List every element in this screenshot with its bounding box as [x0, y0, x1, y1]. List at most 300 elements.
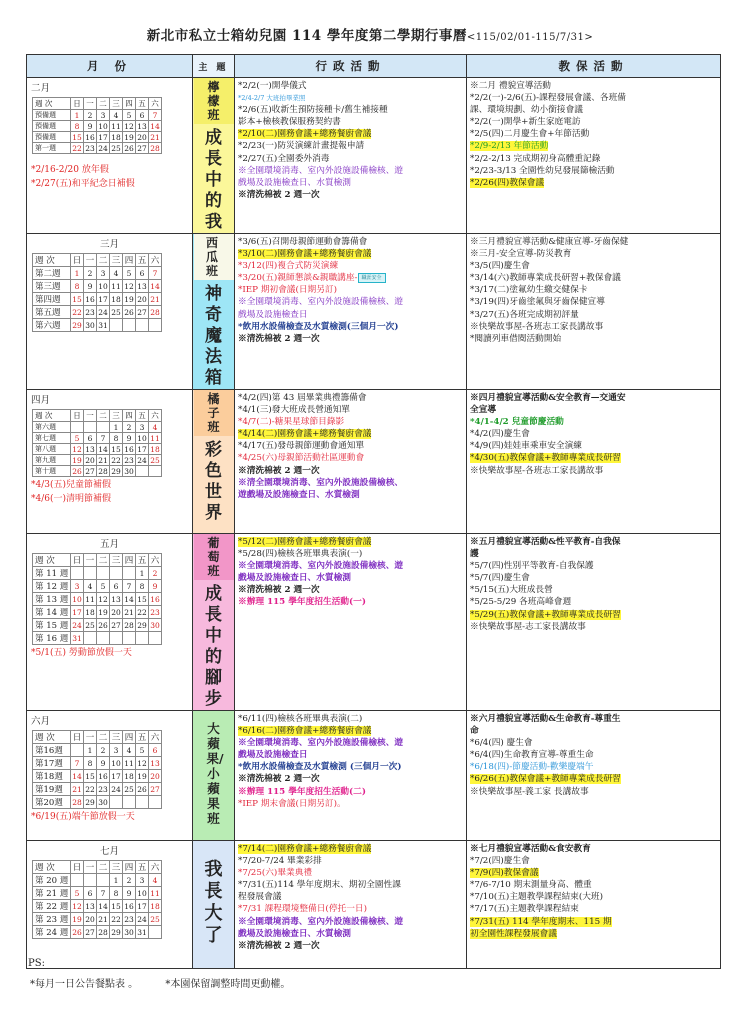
day-cell: 13 [150, 758, 160, 768]
teacher-activity-line [470, 761, 717, 773]
teacher-activity-line [470, 404, 717, 416]
activity-text: *7/6-7/10 期末測量身高、體重 [470, 880, 592, 891]
admin-activities [235, 78, 467, 234]
day-cell: 13 [85, 444, 95, 454]
day-cell: 11 [111, 121, 121, 131]
theme-box [193, 390, 234, 524]
teacher-activity-line [470, 116, 717, 128]
admin-activities [235, 390, 467, 534]
admin-activity-line [238, 843, 463, 855]
day-cell [149, 319, 162, 332]
day-cell: 13 [111, 594, 121, 604]
day-cell: 18 [111, 294, 121, 304]
teacher-activity-line [470, 153, 717, 165]
teacher-activity-line [470, 416, 717, 428]
day-cell: 29 [111, 927, 121, 937]
day-cell: 4 [123, 744, 136, 757]
table-header [27, 55, 721, 78]
activity-text: *7/10(五)主題教學課程結束(大班) [470, 892, 603, 903]
mini-calendar [32, 409, 162, 477]
week-row [33, 455, 162, 466]
weekday-label: 五 [136, 861, 149, 874]
theme-title: 神奇魔法箱 [205, 284, 222, 388]
week-row [33, 433, 162, 444]
day-cell: 10 [137, 433, 147, 443]
teacher-activity-line [470, 609, 717, 621]
teacher-activity-line [470, 80, 717, 92]
mini-calendar [32, 553, 162, 645]
day-cell [110, 796, 123, 809]
day-cell: 5 [123, 110, 136, 121]
admin-activity-line [238, 536, 463, 548]
week-label: 第 14 週 [33, 606, 71, 619]
activity-text: *2/2-2/13 完成期初身高體重記錄 [470, 153, 601, 164]
activity-text: 護 [470, 549, 479, 560]
day-cell: 18 [111, 132, 121, 142]
activity-text: *2/26(四)教保會議 [470, 177, 545, 188]
day-cell [149, 466, 162, 477]
holiday-note: *6/19(五)端午節放假一天 [31, 812, 135, 822]
theme-box [193, 711, 234, 830]
month-row [27, 390, 721, 534]
day-cell: 3 [97, 267, 110, 280]
day-cell: 5 [97, 580, 110, 593]
weekday-label: 六 [149, 254, 162, 267]
teacher-activity-line [470, 916, 717, 928]
admin-activity-line [238, 786, 463, 798]
admin-activities [235, 841, 467, 969]
week-label: 第16週 [33, 744, 71, 757]
day-cell: 12 [98, 594, 108, 604]
day-cell: 3 [136, 874, 149, 887]
day-cell: 9 [149, 580, 162, 593]
activity-text: *2/23-3/13 全園性幼兒發展篩檢活動 [470, 165, 615, 176]
teacher-activity-line [470, 260, 717, 272]
weekday-label: 三 [110, 554, 123, 567]
day-cell: 1 [110, 874, 123, 887]
admin-activity-line [238, 177, 463, 189]
day-cell: 22 [85, 784, 95, 794]
day-cell: 9 [123, 433, 136, 444]
day-cell: 12 [137, 758, 147, 768]
activity-text: ※快樂故事屋-各班志工家長講故事 [470, 465, 604, 476]
weekday-label: 二 [97, 254, 110, 267]
day-cell [84, 874, 97, 887]
week-row [33, 466, 162, 477]
admin-activity-line [238, 855, 463, 867]
admin-activity-line [238, 309, 463, 321]
day-cell: 26 [72, 927, 82, 937]
day-cell: 25 [150, 455, 160, 465]
admin-activity-line [238, 104, 463, 116]
day-cell: 6 [136, 267, 149, 280]
holiday-note: *2/16-2/20 放年假 [31, 165, 109, 175]
admin-activity-line [238, 128, 463, 140]
admin-activity-line [238, 248, 463, 260]
day-cell: 30 [98, 797, 108, 807]
day-cell: 27 [85, 466, 95, 476]
day-cell: 1 [71, 267, 84, 280]
admin-activity-line [238, 189, 463, 201]
week-label: 第 20 週 [33, 874, 71, 887]
theme-cell [193, 390, 235, 534]
day-cell: 20 [137, 294, 147, 304]
day-cell: 17 [137, 901, 147, 911]
day-cell: 16 [85, 294, 95, 304]
weekday-label: 六 [149, 731, 162, 744]
weekday-label: 日 [71, 731, 84, 744]
activity-text: ※辦理 115 學年度招生活動(一) [238, 597, 366, 608]
week-label: 第 11 週 [33, 567, 71, 580]
week-label: 第 21 週 [33, 887, 71, 900]
activity-text: ※三月禮貌宣導活動&健康宣導-牙齒保健 [470, 237, 629, 247]
admin-activity-line [238, 749, 463, 761]
weekday-label: 二 [97, 861, 110, 874]
admin-activity-line [238, 560, 463, 572]
day-cell: 14 [124, 594, 134, 604]
week-label: 第17週 [33, 757, 71, 770]
day-cell: 30 [150, 620, 160, 630]
activity-text: *3/27(五)各班完成期初評量 [470, 309, 579, 320]
activity-text: *6/26(五)教保會議+教師專業成長研習 [470, 774, 621, 785]
activity-text: *4/25(六)母親節活動社區運動會 [238, 453, 365, 464]
week-row [33, 132, 162, 143]
activity-text: *3/20(五)親師懇談&親職講座- [238, 273, 358, 284]
day-cell: 26 [137, 784, 147, 794]
day-cell: 2 [97, 744, 110, 757]
admin-activity-line [238, 284, 463, 296]
activity-text: *2/2(一)開學儀式 [238, 81, 307, 91]
activity-text: *飲用水設備檢查及水質檢測 (三個月一次) [238, 762, 402, 773]
day-cell: 14 [150, 121, 160, 131]
day-cell [123, 319, 136, 332]
week-label: 第四週 [33, 293, 71, 306]
mini-calendar-header [33, 861, 162, 874]
activity-text: *7/20-7/24 畢業彩排 [238, 856, 322, 867]
week-row [33, 143, 162, 154]
teacher-activity-line [470, 140, 717, 152]
activity-text: *閱讀列車借閱活動開始 [470, 333, 562, 344]
class-name: 葡萄班 [194, 534, 234, 580]
month-name: 五月 [99, 539, 119, 550]
month-cell [27, 234, 193, 390]
week-label: 第三週 [33, 280, 71, 293]
teacher-activity-line [470, 737, 717, 749]
teacher-activity-line [470, 284, 717, 296]
activity-text: *5/29(五)教保會議+教師專業成長研習 [470, 609, 621, 620]
activity-text: ※全園環境消毒、室內外設施設備檢核、遊 [238, 165, 404, 176]
teacher-activity-line [470, 165, 717, 177]
activity-text: *2/2(一)開學+新生家庭電訪 [470, 117, 581, 128]
weekday-label: 四 [123, 254, 136, 267]
activity-text: ※快樂故事屋-各班志工家長講故事 [470, 321, 604, 332]
day-cell: 28 [98, 927, 108, 937]
teacher-activities [467, 711, 721, 841]
day-cell: 28 [124, 620, 134, 630]
week-row [33, 580, 162, 593]
teacher-activity-line [470, 177, 717, 189]
day-cell [71, 567, 84, 580]
admin-activity-line [238, 596, 463, 608]
week-label: 第 16 週 [33, 632, 71, 645]
month-cell [27, 390, 193, 534]
teacher-activity-line [470, 128, 717, 140]
weekday-label: 一 [84, 410, 97, 422]
weekday-label: 四 [123, 410, 136, 422]
activity-text: *4/1(三)發大班成長營通知單 [238, 405, 350, 416]
activity-text: *4/14(二)園務會議+總務餐廚會議 [238, 429, 372, 440]
teacher-activity-line [470, 272, 717, 284]
activity-text: *7/14(二)園務會議+總務餐廚會議 [238, 844, 372, 854]
day-cell: 8 [71, 280, 84, 293]
day-cell: 23 [98, 784, 108, 794]
week-row [33, 757, 162, 770]
day-cell: 31 [98, 320, 108, 330]
activity-text: *4/2(四)第 43 屆畢業典禮籌備會 [238, 393, 367, 403]
day-cell: 20 [85, 455, 95, 465]
admin-activity-line [238, 404, 463, 416]
activity-text: *3/12(四)複合式防災演練 [238, 261, 339, 272]
day-cell: 26 [124, 307, 134, 317]
day-cell: 23 [150, 607, 160, 617]
weekday-label: 四 [123, 731, 136, 744]
activity-text: 戲場及設施檢查日 [238, 309, 308, 320]
week-label: 第七週 [33, 433, 71, 444]
week-row [33, 110, 162, 121]
day-cell: 14 [98, 444, 108, 454]
mini-calendar [32, 97, 162, 154]
day-cell [97, 422, 110, 433]
day-cell: 7 [149, 110, 162, 121]
week-row [33, 293, 162, 306]
page-title: 新北市私立士箱幼兒園 114 學年度第二學期行事曆<115/02/01-115/7/31> [146, 28, 594, 44]
teacher-activity-line [470, 465, 717, 477]
admin-activity-line [238, 548, 463, 560]
activity-text: *3/5(四)慶生會 [470, 261, 530, 272]
day-cell: 1 [136, 567, 149, 580]
week-row [33, 913, 162, 926]
admin-activity-line [238, 428, 463, 440]
day-cell: 9 [84, 121, 97, 132]
weekday-label: 日 [71, 98, 84, 110]
day-cell [123, 632, 136, 645]
activity-text: 影本+檢核教保服務契約書 [238, 117, 341, 128]
day-cell: 19 [137, 771, 147, 781]
weekday-label: 週 次 [33, 554, 71, 567]
activity-text: *5/15(五)大班成長營 [470, 585, 553, 596]
weekday-label: 二 [97, 731, 110, 744]
weekday-label: 週 次 [33, 98, 71, 110]
day-cell: 21 [150, 294, 160, 304]
activity-text: ※五月禮貌宣導活動&性平教育-自我保 [470, 537, 621, 547]
holiday-note: *4/6(一)清明節補假 [31, 494, 112, 504]
teacher-activity-line [470, 786, 717, 798]
day-cell: 11 [85, 594, 95, 604]
day-cell [84, 632, 97, 645]
day-cell: 11 [111, 281, 121, 291]
activity-text: *2/27(五)全園委外消毒 [238, 153, 330, 164]
day-cell: 26 [72, 466, 82, 476]
admin-activity-line [238, 725, 463, 737]
admin-activity-line [238, 416, 463, 428]
week-row [33, 619, 162, 632]
mini-calendar [32, 253, 162, 332]
activity-text: *7/9(四)教保會議 [470, 868, 539, 879]
day-cell: 9 [84, 280, 97, 293]
weekday-label: 一 [84, 254, 97, 267]
week-row [33, 280, 162, 293]
admin-activity-line [238, 584, 463, 596]
week-label: 預備週 [33, 110, 71, 121]
weekday-label: 二 [97, 98, 110, 110]
week-label: 第九週 [33, 455, 71, 466]
day-cell: 1 [110, 422, 123, 433]
weekday-label: 週 次 [33, 731, 71, 744]
ps-note: *每月一日公告餐點表 。 [30, 979, 139, 990]
admin-activity-line [238, 296, 463, 308]
week-row [33, 796, 162, 809]
week-label: 第 24 週 [33, 926, 71, 939]
day-cell: 15 [72, 132, 82, 142]
theme-cell [193, 841, 235, 969]
day-cell: 12 [72, 901, 82, 911]
activity-text: 戲場及設施檢查日 [238, 750, 308, 761]
day-cell: 16 [124, 444, 134, 454]
day-cell: 30 [85, 320, 95, 330]
day-cell: 29 [85, 797, 95, 807]
day-cell: 17 [98, 294, 108, 304]
day-cell: 16 [150, 594, 160, 604]
mini-calendar-header [33, 731, 162, 744]
activity-text: 戲場及設施檢查日、水質檢測 [238, 928, 351, 939]
admin-activity-line [238, 272, 463, 284]
activity-text: *IEP 期末會議(日期另訂)。 [238, 798, 346, 809]
day-cell: 22 [72, 143, 82, 153]
weekday-label: 二 [97, 554, 110, 567]
activity-text: ※七月禮貌宣導活動&食安教育 [470, 844, 591, 854]
activity-text: *3/10(二)園務會議+總務餐廚會議 [238, 249, 372, 260]
day-cell: 12 [124, 281, 134, 291]
day-cell [136, 466, 149, 477]
day-cell: 2 [123, 874, 136, 887]
day-cell: 15 [85, 771, 95, 781]
theme-cell [193, 78, 235, 234]
teacher-activities [467, 841, 721, 969]
day-cell: 10 [137, 888, 147, 898]
teacher-activity-line [470, 104, 717, 116]
weekday-label: 日 [71, 861, 84, 874]
day-cell: 15 [111, 444, 121, 454]
teacher-activity-line [470, 749, 717, 761]
week-label: 第20週 [33, 796, 71, 809]
week-label: 第 22 週 [33, 900, 71, 913]
day-cell: 17 [98, 132, 108, 142]
activity-text: *2/10(二)園務會議+總務餐廚會議 [238, 129, 372, 140]
week-row [33, 422, 162, 433]
week-label: 第 15 週 [33, 619, 71, 632]
class-name: 大蘋果/小蘋果班 [206, 721, 224, 826]
admin-header: 行政活動 [235, 55, 467, 78]
week-row [33, 567, 162, 580]
week-row [33, 267, 162, 280]
activity-text: *2/23(一)防災演練計畫提報申請 [238, 141, 365, 152]
activity-text: *4/9(四)娃娃車乘車安全演練 [470, 441, 582, 452]
weekday-label: 週 次 [33, 861, 71, 874]
day-cell: 11 [124, 758, 134, 768]
weekday-label: 日 [71, 254, 84, 267]
day-cell: 14 [98, 901, 108, 911]
day-cell: 18 [150, 444, 160, 454]
activity-text: *3/19(四)牙齒塗氟與牙齒保健宣導 [470, 297, 605, 308]
activity-text: ※清洗棉被 2 週一次 [238, 189, 320, 200]
theme-title: 彩色世界 [205, 440, 222, 523]
admin-activity-line [238, 465, 463, 477]
calendar-table [26, 54, 721, 969]
day-cell: 22 [72, 307, 82, 317]
day-cell: 23 [124, 914, 134, 924]
teacher-activity-line [470, 855, 717, 867]
activity-text: *3/6(五)召開母親節運動會籌備會 [238, 237, 368, 247]
week-label: 第八週 [33, 444, 71, 455]
week-label: 第 12 週 [33, 580, 71, 593]
class-name: 西瓜班 [194, 234, 234, 280]
day-cell: 24 [137, 914, 147, 924]
activity-text: *5/7(四)性別平等教育-自我保護 [470, 561, 594, 572]
class-name [207, 841, 221, 843]
activity-text: *7/31(五) 114 學年度期末、115 期 [470, 916, 612, 927]
admin-activity-line [238, 140, 463, 152]
activity-text: ※全園環境消毒、室內外設施設備檢核、遊 [238, 916, 404, 927]
admin-activity-line [238, 867, 463, 879]
activity-text: ※清洗棉被 2 週一次 [238, 774, 320, 785]
day-cell: 19 [72, 455, 82, 465]
activity-text: *4/2(四)慶生會 [470, 429, 530, 440]
teacher-activity-line [470, 321, 717, 333]
activity-text: *4/17(五)發母親節運動會通知單 [238, 441, 365, 452]
day-cell: 7 [71, 757, 84, 770]
weekday-label: 一 [84, 731, 97, 744]
activity-text: ※六月禮貌宣導活動&生命教育-尊重生 [470, 714, 621, 724]
week-row [33, 900, 162, 913]
week-label: 第19週 [33, 783, 71, 796]
day-cell: 10 [98, 281, 108, 291]
teacher-activity-line [470, 725, 717, 737]
day-cell: 8 [136, 580, 149, 593]
week-label: 第 13 週 [33, 593, 71, 606]
activity-text: *6/16(二)園務會議+總務餐廚會議 [238, 726, 372, 737]
activity-text: ※三月-安全宣導-防災教育 [470, 249, 572, 260]
theme-title: 成長中的腳步 [205, 584, 222, 709]
day-cell [97, 567, 110, 580]
day-cell: 13 [137, 281, 147, 291]
theme-cell [193, 534, 235, 711]
activity-text: ※二月 禮貌宣導活動 [470, 81, 551, 91]
activity-text: 遊戲場及設施檢查日、水質檢測 [238, 489, 360, 500]
weekday-label: 二 [97, 410, 110, 422]
day-cell: 17 [111, 771, 121, 781]
day-cell: 6 [136, 110, 149, 121]
day-cell: 24 [72, 620, 82, 630]
day-cell: 7 [97, 887, 110, 900]
activity-text: *5/28(四)檢核各班畢典表演(一) [238, 549, 363, 560]
activity-text: *飲用水設備檢查及水質檢測(三個月一次) [238, 321, 399, 332]
admin-activity-line [238, 236, 463, 248]
weekday-label: 四 [123, 554, 136, 567]
day-cell: 6 [149, 744, 162, 757]
admin-activity-line [238, 92, 463, 104]
week-row [33, 593, 162, 606]
week-row [33, 121, 162, 132]
